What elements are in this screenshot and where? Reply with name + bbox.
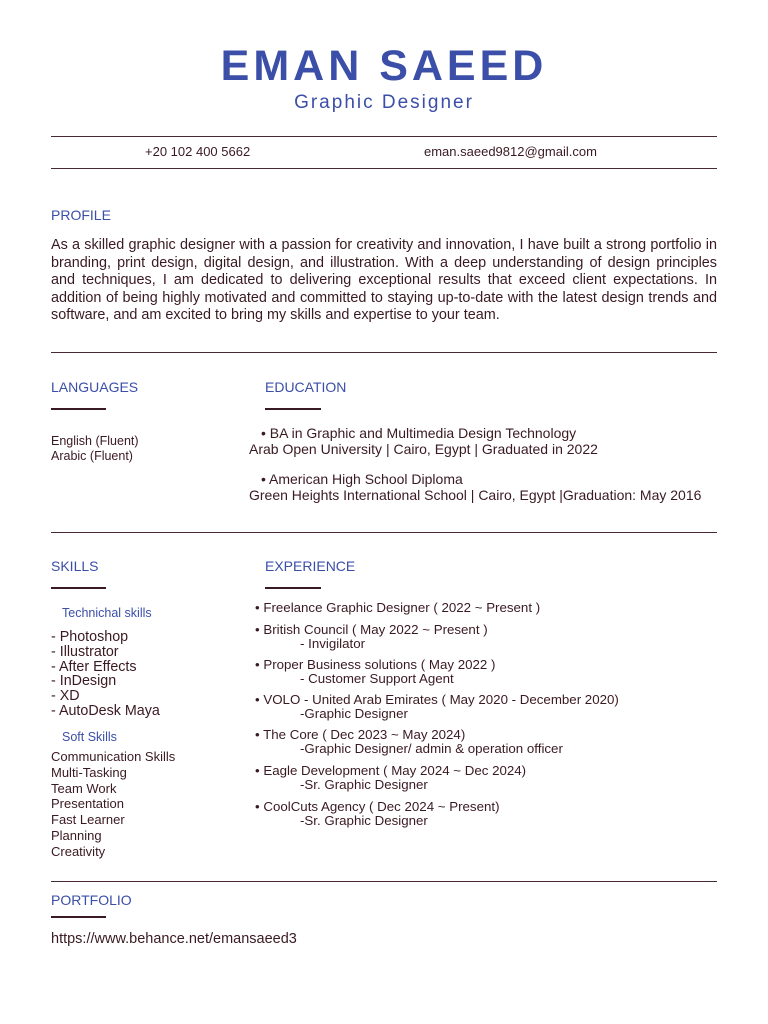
technical-skills-heading: Technichal skills — [62, 606, 152, 620]
soft-skills-list — [51, 749, 175, 860]
education-entry — [249, 426, 598, 457]
education-detail: Arab Open University | Cairo, Egypt | Graduated in 2022 — [249, 440, 598, 457]
portfolio-link[interactable]: https://www.behance.net/emansaeed3 — [51, 931, 297, 947]
experience-entry — [255, 728, 563, 755]
candidate-role: Graphic Designer — [294, 92, 474, 113]
heading-underline — [265, 587, 321, 589]
experience-role: - Customer Support Agent — [300, 670, 454, 686]
education-entry — [249, 472, 701, 503]
divider — [51, 532, 717, 533]
profile-heading: PROFILE — [51, 207, 111, 223]
education-degree: • American High School Diploma — [261, 471, 463, 487]
heading-underline — [51, 408, 106, 410]
heading-underline — [51, 916, 106, 918]
phone-number[interactable]: +20 102 400 5662 — [145, 144, 251, 159]
education-degree: • BA in Graphic and Multimedia Design Technology — [261, 425, 577, 441]
education-heading: EDUCATION — [265, 379, 347, 395]
divider — [51, 881, 717, 882]
experience-heading: EXPERIENCE — [265, 558, 356, 574]
experience-role: - Invigilator — [300, 635, 366, 651]
experience-title: • Freelance Graphic Designer ( 2022 ~ Present ) — [255, 600, 541, 615]
candidate-name: EMAN SAEED — [220, 42, 548, 90]
heading-underline — [51, 587, 106, 589]
experience-entry — [255, 601, 540, 615]
skill-item: - Photoshop — [51, 629, 129, 645]
divider — [51, 168, 717, 169]
soft-skill-item: Presentation — [51, 796, 124, 812]
experience-title: • The Core ( Dec 2023 ~ May 2024) — [255, 727, 466, 742]
experience-role: -Graphic Designer/ admin & operation officer — [300, 740, 563, 756]
soft-skill-item: Communication Skills — [51, 749, 176, 764]
language-item: Arabic (Fluent) — [51, 449, 133, 463]
experience-entry — [255, 764, 526, 791]
soft-skill-item: Creativity — [51, 843, 106, 859]
experience-title: • CoolCuts Agency ( Dec 2024 ~ Present) — [255, 799, 500, 814]
languages-heading: LANGUAGES — [51, 379, 139, 395]
experience-entry — [255, 623, 488, 650]
soft-skills-heading: Soft Skills — [62, 730, 117, 744]
skill-item: - XD — [51, 688, 80, 705]
email-address[interactable]: eman.saeed9812@gmail.com — [424, 144, 597, 159]
portfolio-heading: PORTFOLIO — [51, 892, 132, 908]
experience-title: • VOLO - United Arab Emirates ( May 2020 - December 2020) — [255, 692, 619, 707]
soft-skill-item: Planning — [51, 827, 102, 843]
divider — [51, 136, 717, 137]
language-item: English (Fluent) — [51, 434, 139, 448]
skill-item: - After Effects — [51, 658, 137, 675]
soft-skill-item: Fast Learner — [51, 812, 125, 828]
education-detail: Green Heights International School | Cairo, Egypt |Graduation: May 2016 — [249, 486, 702, 503]
divider — [51, 352, 717, 353]
soft-skill-item: Multi-Tasking — [51, 764, 127, 780]
profile-text: As a skilled graphic designer with a passion for creativity and innovation, I have built a strong portfolio in branding, print design, digital design, and illustration. With a deep understanding of design principles and techniques, I am dedicated to delivering exceptional results that exceed client expectations. In addition of being highly motivated and committed to staying up-to-date with the latest design trends and software, and am excited to bring my skills and expertise to your team. — [51, 237, 717, 324]
experience-title: • Proper Business solutions ( May 2022 ) — [255, 657, 496, 672]
experience-role: -Graphic Designer — [300, 705, 408, 721]
experience-role: -Sr. Graphic Designer — [300, 776, 428, 792]
skill-item: - AutoDesk Maya — [51, 702, 160, 719]
skill-item: - Illustrator — [51, 643, 119, 660]
technical-skills-list — [51, 630, 160, 719]
heading-underline — [265, 408, 321, 410]
experience-title: • Eagle Development ( May 2024 ~ Dec 2024) — [255, 763, 527, 778]
skill-item: - InDesign — [51, 673, 117, 690]
experience-title: • British Council ( May 2022 ~ Present ) — [255, 622, 488, 637]
experience-entry — [255, 800, 500, 827]
languages-list — [51, 434, 139, 464]
soft-skill-item: Team Work — [51, 780, 117, 796]
skills-heading: SKILLS — [51, 558, 99, 574]
experience-role: -Sr. Graphic Designer — [300, 812, 428, 828]
experience-entry — [255, 658, 495, 685]
experience-entry — [255, 693, 619, 720]
